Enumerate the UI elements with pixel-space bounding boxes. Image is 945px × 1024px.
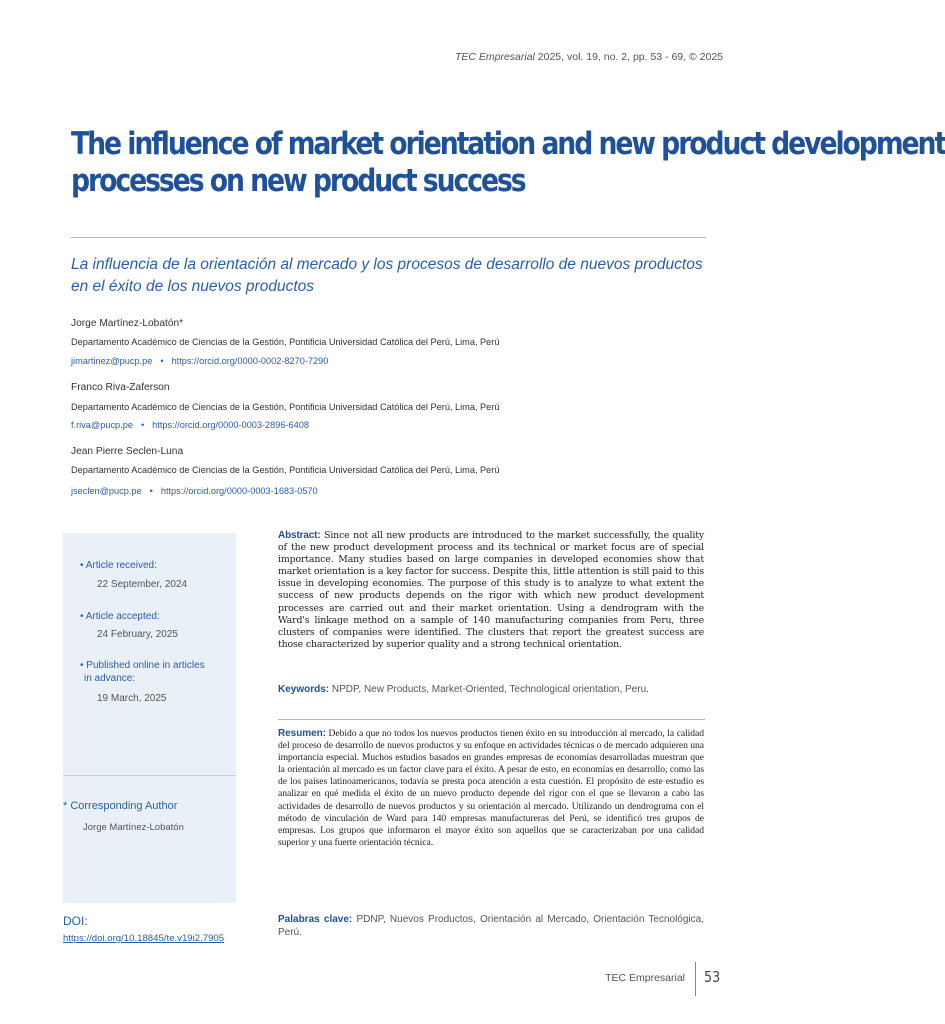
resumen (278, 728, 704, 849)
article-title-line-1: The influence of market orientation and new product development (71, 126, 945, 162)
doi-link[interactable]: https://doi.org/10.18845/te.v19i2.7905 (63, 933, 225, 944)
author-name: Franco Riva-Zaferson (71, 382, 170, 393)
sidebar-divider (63, 775, 236, 776)
footer-journal-name: TEC Empresarial (605, 972, 685, 984)
received-label: • Article received: (80, 560, 157, 571)
separator-bullet: • (149, 486, 153, 496)
page-number: 53 (704, 968, 721, 986)
palabras-clave-label: Palabras clave: (278, 914, 353, 925)
author-orcid-link[interactable]: https://orcid.org/0000-0003-2896-6408 (152, 420, 309, 430)
published-label (80, 659, 205, 685)
separator-bullet: • (160, 356, 164, 366)
author-affiliation: Departamento Académico de Ciencias de la Gestión, Pontificia Universidad Católica del Perú, Lima, Perú (71, 402, 500, 412)
published-date: 19 March, 2025 (97, 693, 167, 704)
title-divider (71, 237, 706, 238)
article-title-line-2: processes on new product success (71, 163, 525, 199)
palabras-clave (278, 913, 704, 939)
abstract-label: Abstract: (278, 530, 321, 541)
journal-reference (455, 51, 723, 63)
abstract-divider (278, 719, 705, 720)
author-orcid-link[interactable]: https://orcid.org/0000-0003-1683-0570 (160, 486, 318, 496)
resumen-text: Debido a que no todos los nuevos productos tienen éxito en su introducción al mercado, la calidad del proceso de desarrollo de nuevos productos y su enfoque en actividades técnicas o de mercado adquieren una importancia especial. Muchos estudios basados en grandes empresas de economías desarrolladas muestran que la orientación al mercado es un factor clave para el éxito. A pesar de esto, en economías en desarrollo, como las de los países latinoamericanos, todavía se presta poca atención a esta cuestión. El propósito de este estudio es analizar en qué medida el éxito de un nuevo producto depende del rigor con el que se llevaron a cabo las actividades de desarrollo de nuevos productos y su orientación al mercado. Utilizando un dendrograma con el método de vinculación de Ward para 140 empresas manufactureras del Perú, se identificó tres grupos de empresas. Los grupos que informaron el mayor éxito son aquellos que se caracterizaban por una calidad superior y una fuerte orientación técnica. (278, 728, 704, 848)
resumen-label: Resumen: (278, 728, 326, 739)
keywords-label: Keywords: (278, 684, 330, 695)
abstract (278, 530, 704, 651)
accepted-label: • Article accepted: (80, 611, 160, 622)
article-title (71, 126, 945, 200)
journal-volume-info: 2025, vol. 19, no. 2, pp. 53 - 69, © 2025 (534, 51, 723, 63)
palabras-clave-text: PDNP, Nuevos Productos, Orientación al Mercado, Orientación Tecnológica, Perú. (278, 914, 704, 938)
accepted-date: 24 February, 2025 (97, 629, 178, 640)
published-label-line-2: in advance: (84, 673, 136, 684)
author-email-link[interactable]: jimartinez@pucp.pe (71, 356, 153, 366)
author-affiliation: Departamento Académico de Ciencias de la Gestión, Pontificia Universidad Católica del Perú, Lima, Perú (71, 337, 500, 347)
article-subtitle-spanish: La influencia de la orientación al mercado y los procesos de desarrollo de nuevos productos en el éxito de los nuevos productos (71, 256, 703, 295)
published-label-line-1: • Published online in articles (80, 660, 205, 671)
received-date: 22 September, 2024 (97, 579, 188, 590)
author-email-link[interactable]: f.riva@pucp.pe (71, 420, 133, 430)
keywords-text: NPDP, New Products, Market-Oriented, Technological orientation, Peru. (329, 684, 649, 695)
separator-bullet: • (140, 420, 145, 430)
author-links (71, 486, 318, 496)
author-email-link[interactable]: jseclen@pucp.pe (71, 486, 142, 496)
journal-name: TEC Empresarial (454, 51, 535, 63)
corresponding-author-name: Jorge Martínez-Lobatón (83, 822, 184, 833)
doi-label: DOI: (63, 914, 88, 928)
keywords (278, 684, 704, 695)
author-name: Jean Pierre Seclen-Luna (71, 446, 184, 457)
author-affiliation: Departamento Académico de Ciencias de la Gestión, Pontificia Universidad Católica del Perú, Lima, Perú (71, 465, 500, 475)
abstract-text: Since not all new products are introduced to the market successfully, the quality of the new product development process and its technical or market focus are of special importance. Many studies based on large companies in developed economies show that market orientation is a key factor for success. Despite this, little attention is still paid to this issue in developing economies. The purpose of this study is to analyze to what extent the success of new products depends on the rigor with which new product development processes are carried out and their market orientation. Using a dendrogram with the Ward's linkage method on a sample of 140 manufacturing companies from Peru, three clusters of companies were identified. The clusters that report the greatest success are those characterized by superior quality and a strong technical orientation. (278, 530, 704, 650)
footer-divider (695, 962, 696, 996)
author-links (71, 420, 309, 430)
corresponding-author-label: * Corresponding Author (63, 800, 178, 812)
author-orcid-link[interactable]: https://orcid.org/0000-0002-8270-7290 (171, 356, 329, 366)
author-name: Jorge Martínez-Lobatón* (71, 318, 184, 329)
author-links (71, 356, 328, 366)
